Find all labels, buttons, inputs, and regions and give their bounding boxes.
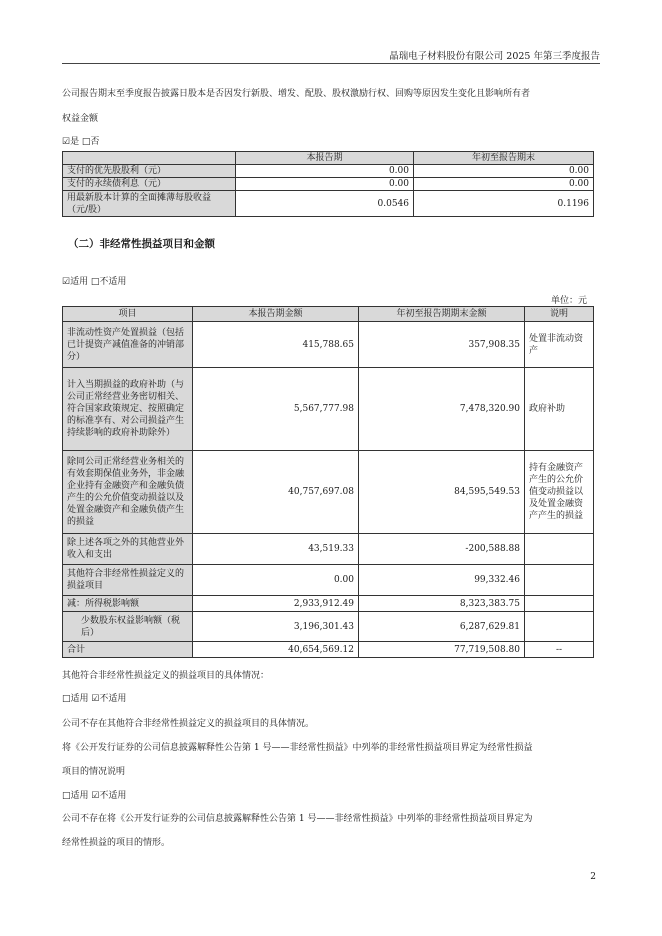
cell-value: 43,519.33 [193,534,359,565]
table-row [63,165,594,178]
equity-header-current: 本报告期 [236,152,414,165]
row-label: 支付的优先股股利（元） [63,165,236,178]
equity-change-choice: ☑是 □否 [62,137,100,147]
cell-note: 处置非流动资产 [525,322,594,368]
cell-value: 0.1196 [414,191,594,217]
equity-change-note-line2: 权益金额 [62,114,99,124]
page-number: 2 [590,872,596,882]
row-label: 合计 [63,642,193,658]
cell-value: 40,654,569.12 [193,642,359,658]
row-label: 减：所得税影响额 [63,596,193,612]
cell-value: -200,588.88 [359,534,525,565]
cell-value: 0.00 [414,165,594,178]
other-items-note: 其他符合非经常性损益定义的损益项目的具体情况： [62,671,270,681]
table-row [63,191,594,217]
row-label: 支付的永续债利息（元） [63,178,236,191]
cell-value: 2,933,912.49 [193,596,359,612]
report-header-title: 晶瑞电子材料股份有限公司 2025 年第三季度报告 [389,51,600,62]
header-item: 项目 [63,307,193,322]
section-applicability-choice: ☑适用 □不适用 [62,277,127,287]
equity-header-blank [63,152,236,165]
header-ytd: 年初至报告期期末金额 [359,307,525,322]
cell-note [525,565,594,596]
other-items-statement: 公司不存在其他符合非经常性损益定义的损益项目的具体情况。 [62,719,315,729]
row-label: 非流动性资产处置损益（包括已计提资产减值准备的冲销部分） [63,322,193,368]
equity-change-note-line1: 公司报告期末至季度报告披露日股本是否因发行新股、增发、配股、股权激励行权、回购等原因发生变化且影响所有者 [62,89,531,99]
cell-note: 持有金融资产产生的公允价值变动损益以及处置金融资产产生的损益 [525,451,594,534]
cell-value: 5,567,777.98 [193,368,359,451]
nonrecurring-gains-table [62,306,594,658]
cell-note: 政府补助 [525,368,594,451]
equity-table [62,151,594,217]
reclassification-note-line2: 项目的情况说明 [62,767,126,777]
other-items-choice: □适用 ☑不适用 [62,694,127,704]
cell-value: 99,332.46 [359,565,525,596]
reclassification-statement-line1: 公司不存在将《公开发行证券的公司信息披露解释性公告第 1 号——非经常性损益》中列举的非经常性损益项目界定为 [62,814,533,824]
cell-value: 0.00 [236,178,414,191]
row-label: 少数股东权益影响额（税后） [63,612,193,642]
cell-note: -- [525,642,594,658]
header-current: 本报告期金额 [193,307,359,322]
row-label: 用最新股本计算的全面摊薄每股收益（元/股） [63,191,236,217]
header-note: 说明 [525,307,594,322]
reclassification-note-line1: 将《公开发行证券的公司信息披露解释性公告第 1 号——非经常性损益》中列举的非经常性损益项目界定为经常性损益 [62,743,533,753]
cell-note [525,534,594,565]
cell-value: 0.0546 [236,191,414,217]
row-label: 除上述各项之外的其他营业外收入和支出 [63,534,193,565]
table-row [63,642,594,658]
table-row [63,322,594,368]
cell-value: 40,757,697.08 [193,451,359,534]
cell-value: 84,595,549.53 [359,451,525,534]
reclassification-statement-line2: 经常性损益的项目的情形。 [62,838,171,848]
table-row [63,534,594,565]
cell-value: 0.00 [414,178,594,191]
header-divider [62,63,600,64]
table-row [63,368,594,451]
section-heading: （二）非经常性损益项目和金额 [68,238,215,250]
cell-value: 77,719,508.80 [359,642,525,658]
cell-value: 6,287,629.81 [359,612,525,642]
reclassification-choice: □适用 ☑不适用 [62,791,127,801]
row-label: 除同公司正常经营业务相关的有效套期保值业务外，非金融企业持有金融资产和金融负债产生的公允价值变动损益以及处置金融资产和金融负债产生的损益 [63,451,193,534]
cell-value: 7,478,320.90 [359,368,525,451]
cell-value: 8,323,383.75 [359,596,525,612]
unit-label: 单位：元 [550,296,587,306]
table-row [63,451,594,534]
cell-note [525,596,594,612]
cell-value: 0.00 [236,165,414,178]
row-label: 其他符合非经常性损益定义的损益项目 [63,565,193,596]
cell-note [525,612,594,642]
table-row [63,565,594,596]
cell-value: 357,908.35 [359,322,525,368]
table-row [63,596,594,612]
cell-value: 415,788.65 [193,322,359,368]
cell-value: 3,196,301.43 [193,612,359,642]
equity-header-ytd: 年初至报告期末 [414,152,594,165]
cell-value: 0.00 [193,565,359,596]
row-label: 计入当期损益的政府补助（与公司正常经营业务密切相关、符合国家政策规定、按照确定的标准享有、对公司损益产生持续影响的政府补助除外） [63,368,193,451]
table-row [63,612,594,642]
table-row [63,178,594,191]
